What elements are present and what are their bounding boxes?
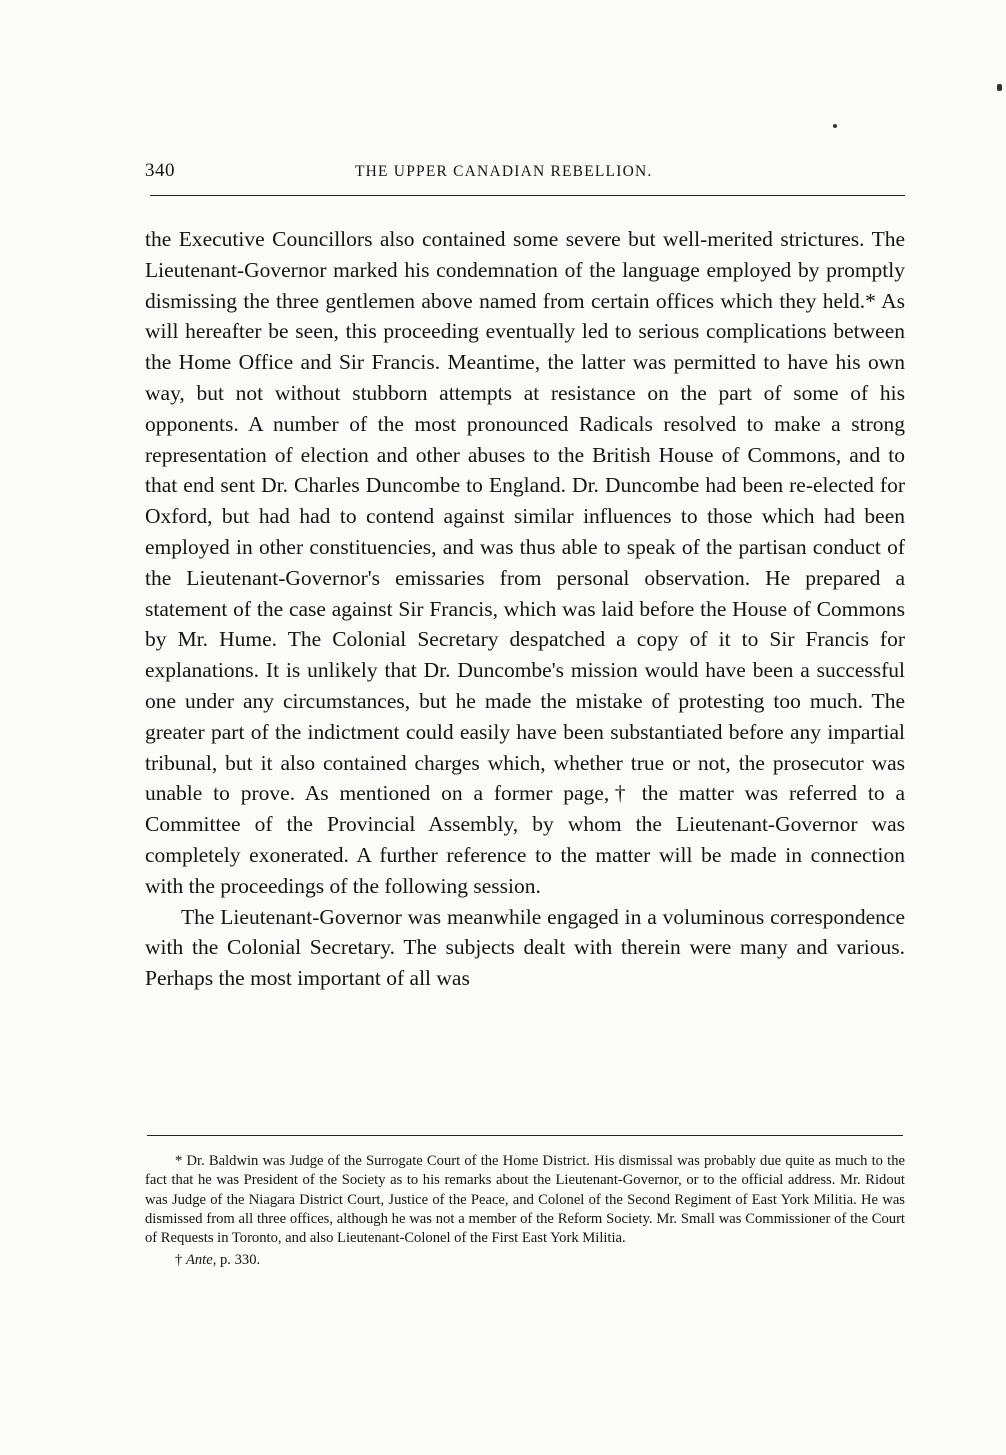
- main-text: [145, 224, 905, 994]
- footnotes: [145, 1152, 905, 1271]
- page-number: 340: [145, 160, 175, 181]
- dagger-mark: †: [175, 1252, 183, 1269]
- footnote: [145, 1251, 905, 1270]
- paragraph: The Lieutenant-Governor was meanwhile engaged in a voluminous correspondence with the Colonial Secretary. The subjects dealt with therein were many and various. Perhaps the most important of all was: [145, 904, 905, 991]
- header-rule: [150, 195, 905, 196]
- scan-speck: [833, 124, 837, 128]
- footnote: * Dr. Baldwin was Judge of the Surrogate Court of the Home District. His dismissal was probably due quite as much to the fact that he was President of the Society as to his remarks about the Lieutenant-Governor, or to the official address. Mr. Ridout was Judge of the Niagara District Court, Justice of the Peace, and Colonel of the Second Regiment of East York Militia. He was dismissed from all three offices, although he was not a member of the Reform Society. Mr. Small was Commissioner of the Court of Requests in Toronto, and also Lieutenant-Colonel of the First East York Militia.: [145, 1153, 905, 1247]
- footnote-ref: Ante: [185, 1252, 213, 1269]
- running-title: THE UPPER CANADIAN REBELLION.: [355, 163, 653, 180]
- paragraph: the Executive Councillors also contained some severe but well-merited strictures. The Lieutenant-Governor marked his condemnation of the language employed by promptly dismissing the three gentlemen above named from certain offices which they held.* As will hereafter be seen, this proceeding eventually led to serious complications between the Home Office and Sir Francis. Meantime, the latter was permitted to have his own way, but not without stubborn attempts at resistance on the part of some of his opponents. A number of the most pronounced Radicals resolved to make a strong representation of election and other abuses to the British House of Commons, and to that end sent Dr. Charles Duncombe to England. Dr. Duncombe had been re-elected for Oxford, but had had to contend against similar influences to those which had been employed in other constituencies, and was thus able to speak of the partisan conduct of the Lieutenant-Governor's emissaries from personal observation. He prepared a statement of the case against Sir Francis, which was laid before the House of Commons by Mr. Hume. The Colonial Secretary despatched a copy of it to Sir Francis for explanations. It is unlikely that Dr. Duncombe's mission would have been a successful one under any circumstances, but he made the mistake of protesting too much. The greater part of the indictment could easily have been substantiated before any impartial tribunal, but it also contained charges which, whether true or not, the prosecutor was unable to prove. As mentioned on a former page,† the matter was referred to a Committee of the Provincial Assembly, by whom the Lieutenant-Governor was completely exonerated. A further reference to the matter will be made in connection with the proceedings of the following session.: [145, 227, 905, 898]
- footnote-rule: [147, 1135, 903, 1136]
- scan-speck: [997, 84, 1002, 91]
- footnote-page: , p. 330.: [212, 1252, 261, 1269]
- page-header: [145, 160, 905, 186]
